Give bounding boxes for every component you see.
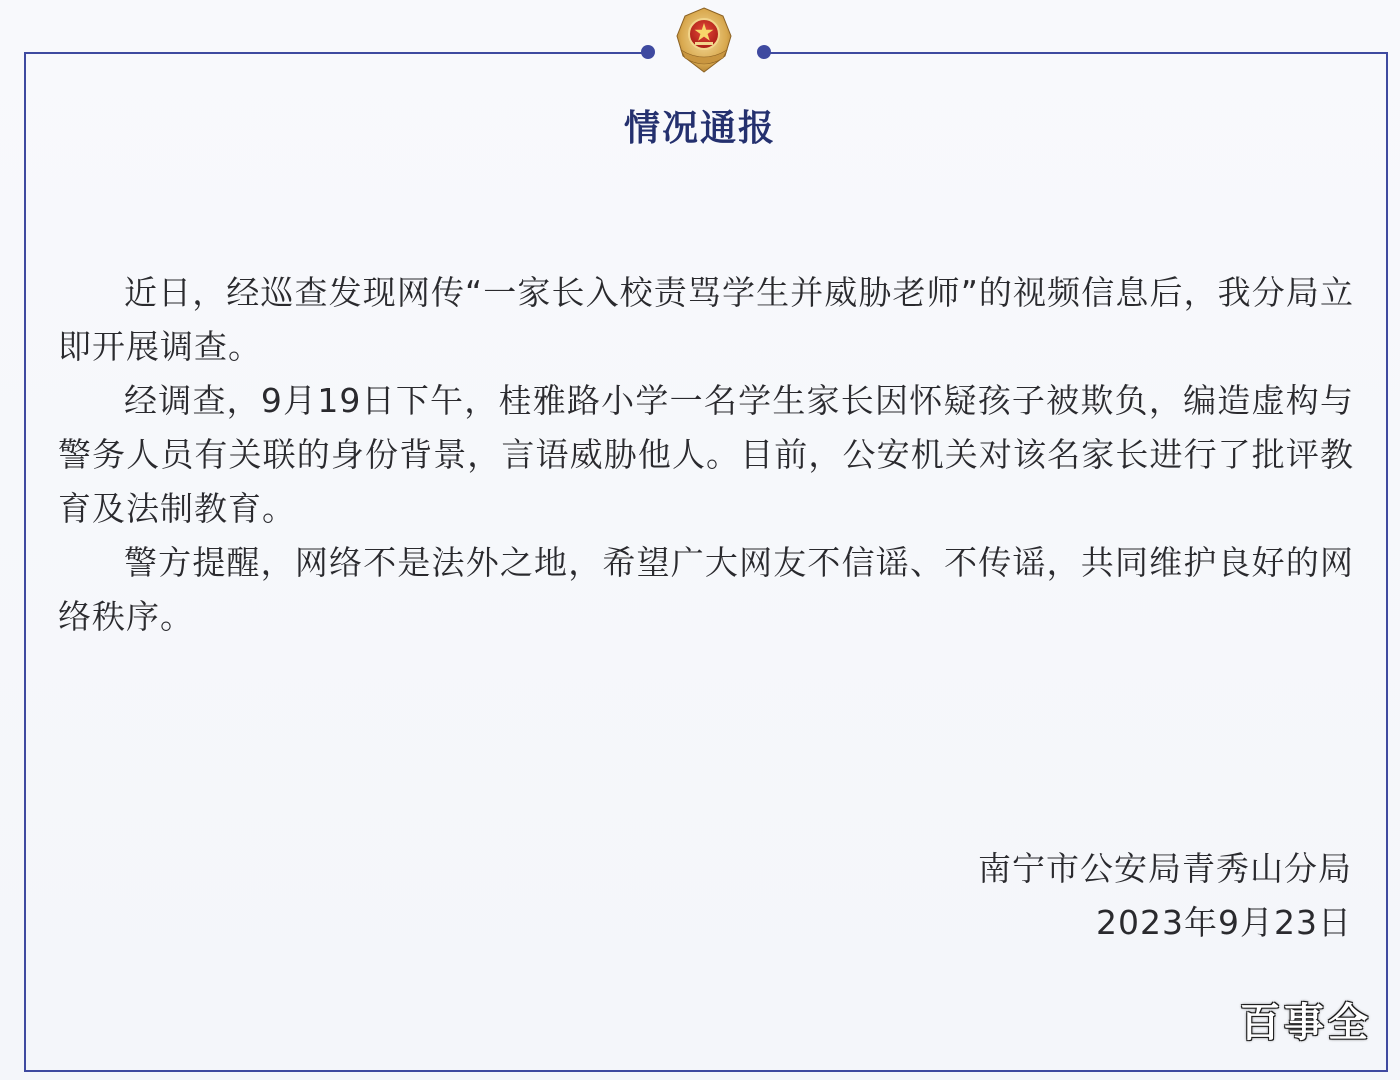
notice-title: 情况通报 [623,108,776,149]
signature-block [978,842,1352,950]
paragraph-3: 警方提醒，网络不是法外之地，希望广大网友不信谣、不传谣，共同维护良好的网络秩序。 [58,543,1354,636]
frame-top-right-line [766,52,1388,54]
issuer-name: 南宁市公安局青秀山分局 [978,849,1352,888]
frame-top-left-line [24,52,646,54]
watermark-text: 百事全 [1240,1000,1372,1046]
frame-right-dot [757,45,771,59]
frame-left-dot [641,45,655,59]
issue-date: 2023年9月23日 [1096,903,1352,942]
paragraph-1: 近日，经巡查发现网传“一家长入校责骂学生并威胁老师”的视频信息后，我分局立即开展调查。 [58,273,1354,366]
police-emblem-icon [673,6,735,74]
notice-body [58,266,1354,644]
paragraph-2: 经调查，9月19日下午，桂雅路小学一名学生家长因怀疑孩子被欺负，编造虚构与警务人员有关联的身份背景，言语威胁他人。目前，公安机关对该名家长进行了批评教育及法制教育。 [58,381,1354,528]
